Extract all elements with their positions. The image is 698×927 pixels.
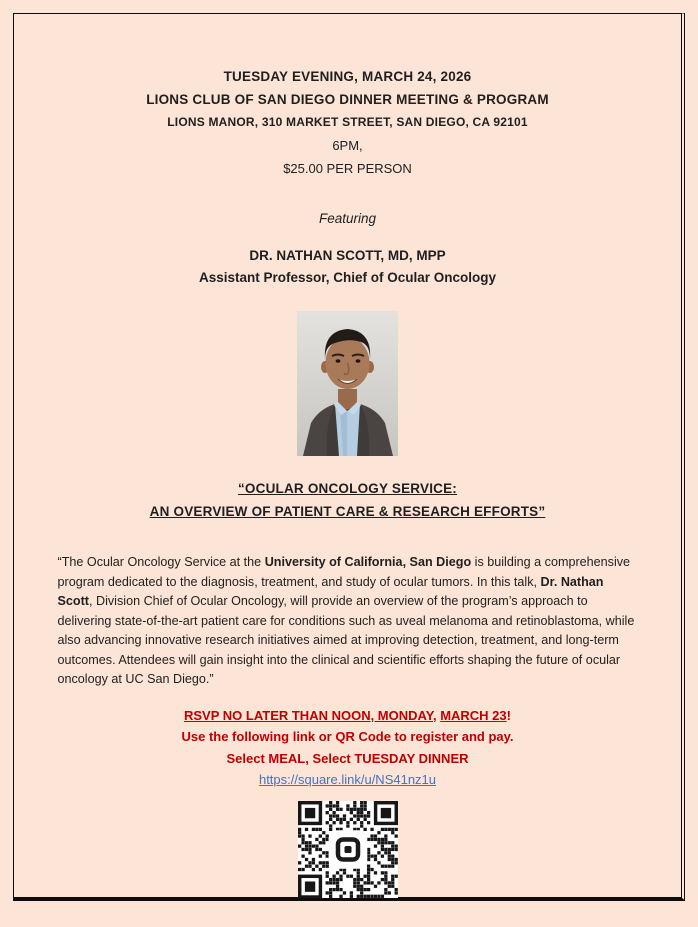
rsvp-instruction-line: Use the following link or QR Code to register and pay. (181, 729, 514, 744)
qr-code-container (14, 801, 681, 898)
speaker-portrait-photo (297, 311, 398, 456)
speaker-name: DR. NATHAN SCOTT, MD, MPP (249, 248, 446, 263)
speaker-title: Assistant Professor, Chief of Ocular Oncology (198, 270, 497, 285)
speaker-block (14, 245, 681, 289)
flyer-page (13, 13, 685, 901)
event-date-line: TUESDAY EVENING, MARCH 24, 2026 (223, 69, 472, 84)
event-address-line: LIONS MANOR, 310 MARKET STREET, SAN DIEGO, CA 92101 (167, 115, 528, 129)
rsvp-deadline-part2: MARCH 23 (440, 707, 507, 723)
rsvp-block (14, 705, 681, 791)
talk-title (14, 477, 681, 523)
rsvp-deadline-suffix: ! (506, 707, 511, 723)
registration-link[interactable]: https://square.link/u/NS41nz1u (258, 772, 437, 787)
rsvp-deadline-part1: RSVP NO LATER THAN NOON, MONDAY, (184, 707, 437, 723)
rsvp-meal-line: Select MEAL, Select TUESDAY DINNER (226, 750, 469, 766)
talk-description: “The Ocular Oncology Service at the University of California, San Diego is building a comprehensive program dedicated to the diagnosis, treatment, and study of ocular tumors. In this talk, Dr. Nathan Scott, Division Chief of Ocular Oncology, will provide an overview of the program’s approach to delivering state-of-the-art patient care for conditions such as uveal melanoma and retinoblastoma, while also advancing innovative research initiatives aimed at improving detection, treatment, and long-term outcomes. Attendees will gain insight into the clinical and scientific efforts shaping the future of ocular oncology at UC San Diego.” (57, 555, 635, 686)
speaker-photo-container (14, 311, 681, 456)
rsvp-deadline-line (14, 705, 681, 727)
featuring-label: Featuring (318, 211, 377, 226)
qr-code (298, 801, 398, 898)
event-title-line: LIONS CLUB OF SAN DIEGO DINNER MEETING & PROGRAM (146, 92, 549, 107)
event-header (14, 65, 681, 180)
talk-title-line2: AN OVERVIEW OF PATIENT CARE & RESEARCH EFFORTS” (149, 504, 546, 519)
event-price: $25.00 PER PERSON (283, 161, 412, 176)
event-time: 6PM, (332, 138, 363, 153)
talk-title-line1: “OCULAR ONCOLOGY SERVICE: (237, 481, 458, 496)
